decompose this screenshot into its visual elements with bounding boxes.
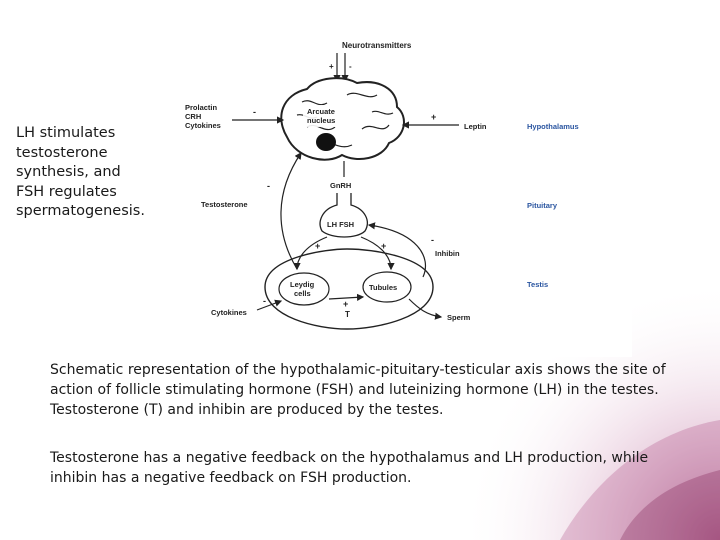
testosterone-label: Testosterone (201, 200, 248, 209)
leptin-plus-sign: + (431, 112, 437, 122)
t-label: T (345, 310, 350, 319)
prolactin-label: Prolactin (185, 103, 218, 112)
diagram-canvas (157, 17, 632, 357)
fsh-plus-sign: + (381, 241, 387, 251)
side-note-period: . (140, 203, 145, 219)
leydig-label: Leydig (290, 280, 315, 289)
testis-region-label: Testis (527, 280, 549, 289)
sperm-label: Sperm (447, 313, 471, 322)
pituitary-gland-icon (320, 193, 367, 237)
nt-plus-sign: + (329, 62, 334, 71)
hpg-axis-diagram (157, 17, 632, 357)
arcuate-label: Arcuate (307, 107, 335, 116)
cytokines-arrow (257, 301, 281, 310)
hypothalamus-region-label: Hypothalamus (527, 122, 579, 131)
gnrh-label: GnRH (330, 181, 352, 190)
pituitary-region-label: Pituitary (527, 201, 558, 210)
tubules-label: Tubules (369, 283, 398, 292)
nucleus-label: nucleus (307, 116, 336, 125)
side-note-line: FSH regulates (16, 183, 117, 200)
inhibin-label: Inhibin (435, 249, 460, 258)
side-note-line: testosterone (16, 144, 108, 161)
cytokines-minus-sign: - (263, 296, 266, 306)
t-plus-sign: + (343, 299, 349, 309)
cells-label: cells (294, 289, 311, 298)
testosterone-minus-sign: - (267, 181, 270, 191)
crh-label: CRH (185, 112, 202, 121)
inhibin-minus-sign: - (431, 235, 434, 245)
cytokines-bottom-label: Cytokines (211, 308, 247, 317)
side-note-line: synthesis, and (16, 164, 121, 180)
caption-paragraph-2: Testosterone has a negative feedback on the hypothalamus and LH production, while inhibin has a negative feedback on FSH production. (50, 450, 649, 486)
prolactin-minus-sign: - (253, 107, 256, 117)
cytokines-top-label: Cytokines (185, 121, 221, 130)
side-note (16, 124, 156, 222)
side-note-line (16, 202, 156, 222)
nt-minus-sign: - (349, 62, 352, 71)
leptin-label: Leptin (464, 122, 487, 131)
sperm-arrow (409, 299, 441, 317)
lh-fsh-label: LH FSH (327, 220, 355, 229)
lh-plus-sign: + (315, 241, 321, 251)
side-note-line: LH stimulates (16, 125, 116, 141)
side-note-term: spermatogenesis (16, 203, 141, 219)
caption-paragraph-1: Schematic representation of the hypothalamic-pituitary-testicular axis shows the site of action of follicle stimulating hormone (FSH) and luteinizing hormone (LH) in the testes. Testosterone (T) and inhibin are produced by the testes. (50, 362, 666, 418)
neurotransmitters-label: Neurotransmitters (342, 41, 412, 50)
testosterone-feedback-arrow (281, 153, 301, 269)
